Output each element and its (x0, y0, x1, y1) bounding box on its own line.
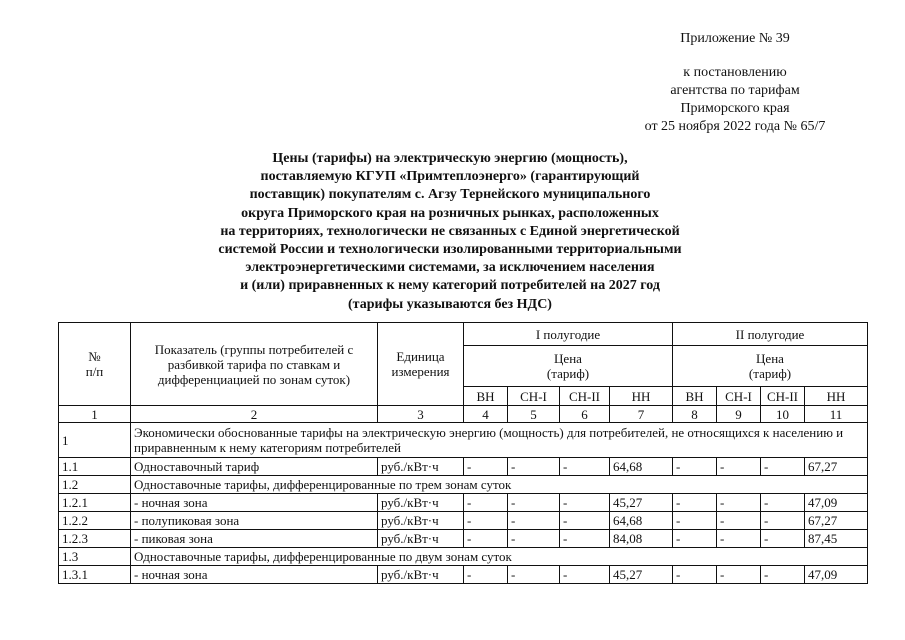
title-line: системой России и технологически изолированными территориальными (218, 242, 682, 258)
appendix-block (600, 30, 870, 136)
row-name: - пиковая зона (131, 530, 378, 548)
table-row (59, 566, 868, 584)
header-level: СН-II (560, 387, 610, 406)
tariff-value: - (464, 494, 508, 512)
row-number: 1.2.2 (59, 512, 131, 530)
tariff-value: - (464, 530, 508, 548)
tariff-value: - (717, 512, 761, 530)
tariff-value: - (508, 512, 560, 530)
column-number: 8 (673, 406, 717, 423)
table-row (59, 494, 868, 512)
row-name: - ночная зона (131, 566, 378, 584)
tariff-value: - (717, 566, 761, 584)
header-price-2: Цена (тариф) (673, 346, 868, 387)
tariff-value: 67,27 (805, 458, 868, 476)
row-name: - ночная зона (131, 494, 378, 512)
tariff-value: - (464, 512, 508, 530)
column-number: 6 (560, 406, 610, 423)
row-number: 1.1 (59, 458, 131, 476)
column-number: 4 (464, 406, 508, 423)
column-number-row (59, 406, 868, 423)
tariff-value: 87,45 (805, 530, 868, 548)
row-unit: руб./кВт·ч (378, 494, 464, 512)
tariff-value: - (508, 458, 560, 476)
section-row (59, 476, 868, 494)
tariff-value: - (508, 530, 560, 548)
header-num: № п/п (59, 323, 131, 406)
table-row (59, 512, 868, 530)
appendix-line: Приморского края (680, 101, 790, 116)
tariff-value: 45,27 (610, 494, 673, 512)
tariff-table (58, 322, 868, 584)
header-level: ВН (673, 387, 717, 406)
tariff-value: - (673, 530, 717, 548)
header-indicator: Показатель (группы потребителей с разбивкой тарифа по ставкам и дифференциацией по зонам суток) (131, 323, 378, 406)
table-row (59, 530, 868, 548)
header-unit: Единица измерения (378, 323, 464, 406)
tariff-value: - (761, 512, 805, 530)
row-unit: руб./кВт·ч (378, 566, 464, 584)
tariff-value: - (761, 494, 805, 512)
section-title: Одноставочные тарифы, дифференцированные по двум зонам суток (131, 548, 868, 566)
row-unit: руб./кВт·ч (378, 530, 464, 548)
tariff-value: - (560, 512, 610, 530)
appendix-title: Приложение № 39 (680, 31, 790, 46)
table-row (59, 458, 868, 476)
tariff-value: - (560, 494, 610, 512)
row-number: 1.3 (59, 548, 131, 566)
tariff-value: 64,68 (610, 512, 673, 530)
tariff-value: - (761, 458, 805, 476)
tariff-value: 45,27 (610, 566, 673, 584)
tariff-value: - (508, 566, 560, 584)
tariff-value: 47,09 (805, 566, 868, 584)
row-unit: руб./кВт·ч (378, 512, 464, 530)
column-number: 10 (761, 406, 805, 423)
tariff-value: - (508, 494, 560, 512)
tariff-value: - (560, 566, 610, 584)
tariff-value: 67,27 (805, 512, 868, 530)
header-row (59, 323, 868, 346)
tariff-value: - (761, 530, 805, 548)
column-number: 3 (378, 406, 464, 423)
tariff-value: - (761, 566, 805, 584)
tariff-table-body (59, 323, 868, 584)
tariff-value: - (717, 530, 761, 548)
row-number: 1.2 (59, 476, 131, 494)
tariff-value: - (673, 512, 717, 530)
title-line: (тарифы указываются без НДС) (348, 296, 552, 312)
tariff-value: - (464, 458, 508, 476)
tariff-value: - (673, 458, 717, 476)
header-level: СН-I (508, 387, 560, 406)
tariff-value: 84,08 (610, 530, 673, 548)
column-number: 11 (805, 406, 868, 423)
row-number: 1.2.1 (59, 494, 131, 512)
row-name: Одноставочный тариф (131, 458, 378, 476)
tariff-value: - (560, 458, 610, 476)
header-level: СН-II (761, 387, 805, 406)
appendix-line: агентства по тарифам (670, 83, 800, 98)
header-half-1: I полугодие (464, 323, 673, 346)
tariff-value: 47,09 (805, 494, 868, 512)
header-level: СН-I (717, 387, 761, 406)
tariff-value: - (673, 566, 717, 584)
row-number: 1 (59, 423, 131, 458)
row-name: - полупиковая зона (131, 512, 378, 530)
row-number: 1.2.3 (59, 530, 131, 548)
title-line: электроэнергетическими системами, за исключением населения (245, 260, 655, 276)
tariff-value: - (717, 494, 761, 512)
header-level: ВН (464, 387, 508, 406)
title-line: округа Приморского края на розничных рынках, расположенных (241, 205, 659, 221)
row-number: 1.3.1 (59, 566, 131, 584)
tariff-value: - (560, 530, 610, 548)
column-number: 7 (610, 406, 673, 423)
tariff-value: - (673, 494, 717, 512)
appendix-line: к постановлению (683, 65, 787, 80)
column-number: 9 (717, 406, 761, 423)
title-line: на территориях, технологически не связанных с Единой энергетической (220, 223, 680, 239)
header-price-1: Цена (тариф) (464, 346, 673, 387)
header-half-2: II полугодие (673, 323, 868, 346)
title-line: и (или) приравненных к нему категорий потребителей на 2027 год (240, 278, 660, 294)
row-unit: руб./кВт·ч (378, 458, 464, 476)
tariff-value: 64,68 (610, 458, 673, 476)
section-row (59, 423, 868, 458)
header-level: НН (610, 387, 673, 406)
section-row (59, 548, 868, 566)
title-line: Цены (тарифы) на электрическую энергию (мощность), (272, 151, 628, 166)
header-level: НН (805, 387, 868, 406)
section-title: Экономически обоснованные тарифы на электрическую энергию (мощность) для потребителей, не относящихся к населению и приравненным к нему категориям потребителей (131, 423, 868, 458)
title-line: поставляемую КГУП «Примтеплоэнерго» (гарантирующий (260, 169, 640, 185)
title-line: поставщик) покупателям с. Агзу Тернейского муниципального (249, 187, 651, 203)
tariff-value: - (717, 458, 761, 476)
column-number: 5 (508, 406, 560, 423)
column-number: 1 (59, 406, 131, 423)
tariff-value: - (464, 566, 508, 584)
document-title (160, 150, 740, 314)
appendix-line: от 25 ноября 2022 года № 65/7 (644, 119, 826, 134)
column-number: 2 (131, 406, 378, 423)
section-title: Одноставочные тарифы, дифференцированные по трем зонам суток (131, 476, 868, 494)
